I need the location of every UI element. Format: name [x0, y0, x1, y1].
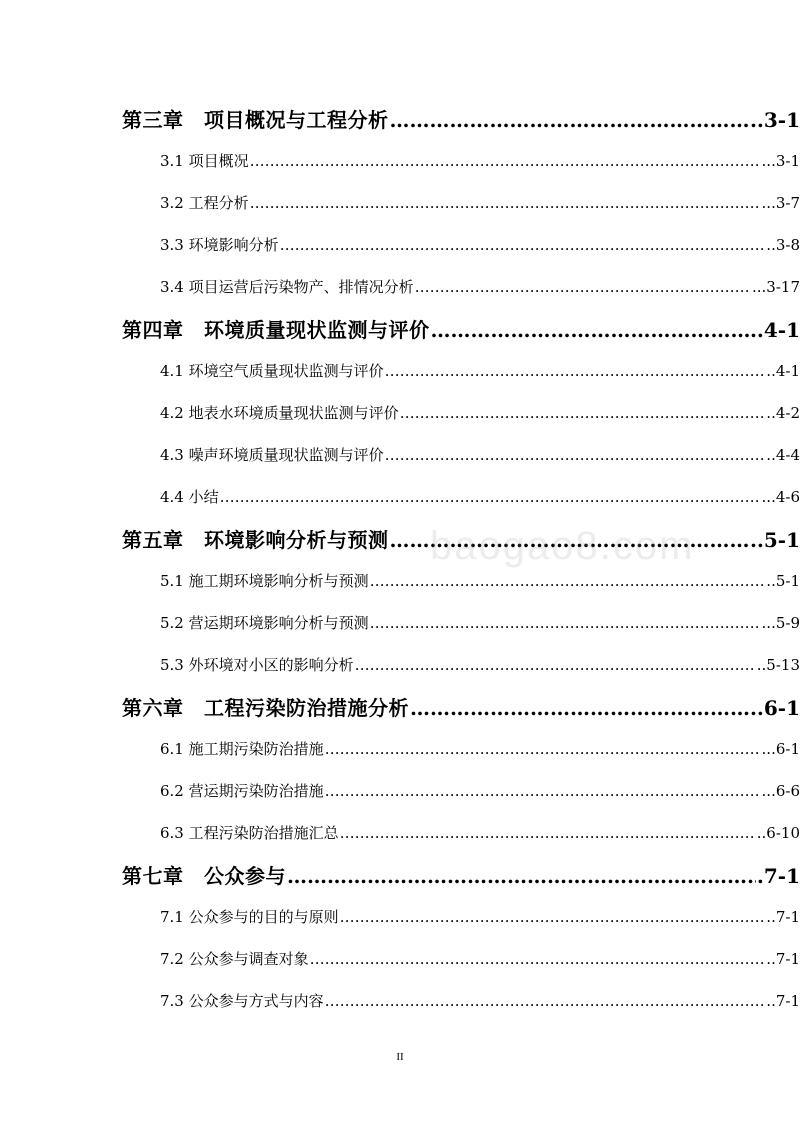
toc-title: 5.3 外环境对小区的影响分析: [160, 656, 354, 674]
dot-leader: [250, 194, 761, 212]
toc-page: ..7-1: [766, 908, 800, 926]
dot-leader: [340, 908, 766, 926]
toc-section-5-1[interactable]: [0, 570, 800, 591]
toc-title: 6.2 营运期污染防治措施: [160, 782, 324, 800]
toc-page: ..3-8: [766, 236, 800, 254]
toc-title: 4.1 环境空气质量现状监测与评价: [160, 362, 384, 380]
dot-leader: [287, 864, 756, 888]
dot-leader: [390, 108, 749, 132]
toc-page: ..4-4: [766, 446, 800, 464]
toc-title: 第四章 环境质量现状监测与评价: [122, 318, 430, 342]
toc-section-6-2[interactable]: [0, 780, 800, 801]
toc-title: 3.2 工程分析: [160, 194, 249, 212]
toc-title: 5.1 施工期环境影响分析与预测: [160, 572, 369, 590]
dot-leader: [220, 488, 761, 506]
toc-section-7-3[interactable]: [0, 990, 800, 1011]
dot-leader: [400, 404, 766, 422]
toc-page: ...4-6: [761, 488, 800, 506]
toc-page: ..6-1: [749, 696, 800, 720]
toc-section-3-2[interactable]: [0, 192, 800, 213]
toc-page: ..3-1: [749, 108, 800, 132]
toc-section-3-4[interactable]: [0, 276, 800, 297]
toc-section-7-1[interactable]: [0, 906, 800, 927]
toc-section-3-1[interactable]: [0, 150, 800, 171]
toc-title: 6.3 工程污染防治措施汇总: [160, 824, 339, 842]
toc-page: .7-1: [756, 864, 800, 888]
toc-page: ...5-9: [761, 614, 800, 632]
toc-section-6-1[interactable]: [0, 738, 800, 759]
toc-title: 第三章 项目概况与工程分析: [122, 108, 389, 132]
toc-title: 6.1 施工期污染防治措施: [160, 740, 324, 758]
dot-leader: [250, 152, 761, 170]
toc-title: 7.3 公众参与方式与内容: [160, 992, 324, 1010]
toc-page: ...6-6: [761, 782, 800, 800]
toc-title: 第六章 工程污染防治措施分析: [122, 696, 409, 720]
watermark: baogao8.com: [430, 524, 695, 568]
dot-leader: [385, 362, 766, 380]
dot-leader: [355, 656, 756, 674]
dot-leader: [370, 614, 761, 632]
toc-section-4-3[interactable]: [0, 444, 800, 465]
toc-page: ..7-1: [766, 950, 800, 968]
toc-page: ...3-7: [761, 194, 800, 212]
toc-page: ..4-2: [766, 404, 800, 422]
toc-title: 4.2 地表水环境质量现状监测与评价: [160, 404, 399, 422]
toc-section-7-2[interactable]: [0, 948, 800, 969]
toc-title: 第七章 公众参与: [122, 864, 286, 888]
toc-section-4-1[interactable]: [0, 360, 800, 381]
dot-leader: [325, 740, 761, 758]
toc-page: ...3-1: [761, 152, 800, 170]
toc-chapter-7[interactable]: [0, 860, 800, 889]
toc-page: ..6-10: [756, 824, 800, 842]
toc-title: 7.2 公众参与调查对象: [160, 950, 309, 968]
toc-chapter-5[interactable]: [0, 524, 800, 553]
dot-leader: [415, 278, 751, 296]
dot-leader: [390, 528, 749, 552]
page-number: II: [396, 1051, 404, 1063]
toc-page: ..5-13: [756, 656, 800, 674]
dot-leader: [431, 318, 749, 342]
dot-leader: [325, 782, 761, 800]
dot-leader: [370, 572, 766, 590]
toc-chapter-3[interactable]: [0, 104, 800, 133]
toc-title: 4.3 噪声环境质量现状监测与评价: [160, 446, 384, 464]
toc-title: 3.3 环境影响分析: [160, 236, 279, 254]
toc-page: ..7-1: [766, 992, 800, 1010]
toc-page: ..4-1: [749, 318, 800, 342]
dot-leader: [340, 824, 756, 842]
toc-title: 第五章 环境影响分析与预测: [122, 528, 389, 552]
toc-section-4-4[interactable]: [0, 486, 800, 507]
dot-leader: [325, 992, 766, 1010]
toc-title: 7.1 公众参与的目的与原则: [160, 908, 339, 926]
toc-page: ...3-17: [751, 278, 800, 296]
dot-leader: [410, 696, 749, 720]
toc-chapter-4[interactable]: [0, 314, 800, 343]
dot-leader: [385, 446, 766, 464]
toc-page: ...6-1: [761, 740, 800, 758]
toc-title: 3.1 项目概况: [160, 152, 249, 170]
toc-page: ..5-1: [766, 572, 800, 590]
toc-title: 5.2 营运期环境影响分析与预测: [160, 614, 369, 632]
toc-section-3-3[interactable]: [0, 234, 800, 255]
toc-chapter-6[interactable]: [0, 692, 800, 721]
toc-title: 4.4 小结: [160, 488, 219, 506]
toc-page: ..5-1: [749, 528, 800, 552]
dot-leader: [310, 950, 766, 968]
toc-page: ..4-1: [766, 362, 800, 380]
toc-title: 3.4 项目运营后污染物产、排情况分析: [160, 278, 414, 296]
dot-leader: [280, 236, 766, 254]
toc-section-6-3[interactable]: [0, 822, 800, 843]
toc-section-4-2[interactable]: [0, 402, 800, 423]
toc-section-5-3[interactable]: [0, 654, 800, 675]
toc-section-5-2[interactable]: [0, 612, 800, 633]
